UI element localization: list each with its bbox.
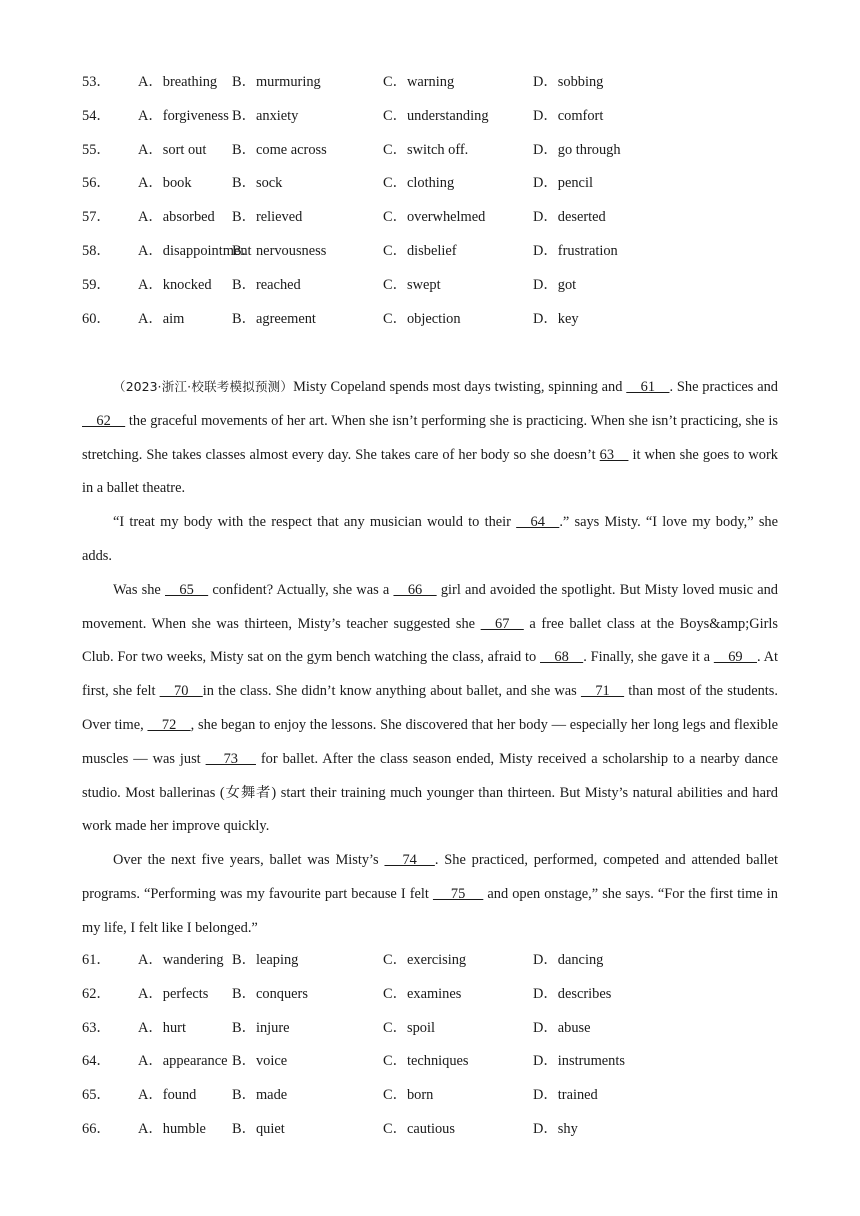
option-d: D．dancing [533,952,604,968]
text: for ballet. After the class season ended, Misty received a scholarship to a nearby dance studio. Most ballerinas (女舞者) start their training much younger than thirteen. But Misty’s natural abilities and hard work made her improve quickly. [82,750,778,835]
cloze-passage [82,370,778,946]
option-b: B．relieved [232,209,303,226]
option-b: B．reached [232,276,301,293]
option-d: D．shy [533,1120,578,1137]
question-row-58 [82,235,782,269]
option-a: A．humble [138,1120,206,1137]
blank-69: 69 [713,649,757,666]
question-number: 65． [82,1087,111,1104]
option-d: D．frustration [533,242,618,259]
paragraph-3 [82,574,778,844]
option-d: D．got [533,276,577,293]
blank-65: 65 [165,581,209,598]
text: . She practiced, performed, competed and attended ballet programs. “Performing was my favourite part because I felt [82,852,778,902]
blank-68: 68 [540,649,584,666]
option-a: A．hurt [138,1019,186,1036]
option-c: C．disbelief [383,242,457,259]
option-c: C．techniques [383,1053,469,1070]
question-row-61 [82,944,782,978]
question-row-54 [82,100,782,134]
text: Misty Copeland spends most days twisting, spinning and [293,379,627,395]
blank-72: 72 [147,716,191,733]
question-row-57 [82,201,782,235]
option-d: D．go through [533,141,621,158]
question-number: 64． [82,1053,111,1070]
option-d: D．key [533,310,579,327]
option-b: B．agreement [232,310,316,327]
option-d: D．abuse [533,1019,591,1036]
option-d: D．deserted [533,209,606,226]
text: and open onstage,” she says. “For the first time in my life, I felt like I belonged.” [82,885,778,936]
option-c: C．understanding [383,107,489,124]
question-number: 56． [82,175,111,192]
blank-66: 66 [393,581,437,598]
question-number: 58． [82,242,111,259]
question-number: 61． [82,952,111,968]
option-a: A．sort out [138,141,207,158]
text: . At first, she felt [82,649,779,700]
text: . Finally, she gave it a [583,649,714,666]
option-b: B．murmuring [232,74,321,90]
text: confident? Actually, she was a [208,581,394,598]
option-b: B．leaping [232,952,299,968]
option-b: B．sock [232,175,283,192]
question-row-53 [82,66,782,100]
blank-74: 74 [384,852,435,869]
blank-62: 62 [82,412,126,429]
text: in the class. She didn’t know anything about ballet, and she was [202,683,581,700]
text: than most of the students. Over time, [82,683,778,733]
option-a: A．found [138,1087,197,1104]
options-block-bottom [82,944,782,1147]
option-a: A．wandering [138,952,224,968]
question-row-59 [82,269,782,303]
option-a: A．book [138,175,192,192]
question-row-60 [82,303,782,337]
question-row-65 [82,1079,782,1113]
source-tag: （2023·浙江·校联考模拟预测） [113,379,294,394]
text: it when she goes to work in a ballet theatre. [82,446,778,497]
option-c: C．swept [383,276,441,293]
option-c: C．objection [383,310,461,327]
option-a: A．knocked [138,276,212,293]
option-d: D．pencil [533,175,593,192]
question-number: 59． [82,276,111,293]
text: the graceful movements of her art. When she isn’t performing she is practicing. When she isn’t practicing, she is stretching. She takes classes almost every day. She takes care of her body so she doesn’t [82,412,778,463]
text: .” says Misty. “I love my body,” she adds. [82,514,779,564]
option-d: D．trained [533,1087,598,1104]
option-b: B．made [232,1087,288,1104]
option-b: B．voice [232,1053,288,1070]
option-c: C．switch off. [383,141,469,158]
blank-67: 67 [480,615,524,632]
option-c: C．born [383,1087,434,1104]
option-c: C．overwhelmed [383,209,486,226]
option-c: C．cautious [383,1120,455,1137]
option-d: D．comfort [533,107,604,124]
question-number: 60． [82,310,111,327]
option-d: D．sobbing [533,74,604,90]
blank-63: 63 [599,446,629,463]
option-a: A．perfects [138,985,209,1002]
question-number: 62． [82,985,111,1002]
option-d: D．instruments [533,1053,625,1070]
text: Was she [113,581,165,598]
paragraph-1 [82,370,778,506]
option-c: C．spoil [383,1019,435,1036]
paragraph-2 [82,506,778,574]
options-block-top [82,66,782,336]
question-number: 66． [82,1120,111,1137]
option-b: B．injure [232,1019,290,1036]
option-c: C．clothing [383,175,455,192]
question-row-62 [82,978,782,1012]
option-c: C．examines [383,985,462,1002]
option-a: A．breathing [138,74,218,90]
question-row-63 [82,1012,782,1046]
question-number: 55． [82,141,111,158]
option-a: A．appearance [138,1053,228,1070]
option-d: D．describes [533,985,612,1002]
option-c: C．warning [383,74,455,90]
option-a: A．aim [138,310,185,327]
blank-71: 71 [580,683,625,700]
question-row-64 [82,1045,782,1079]
question-row-55 [82,134,782,168]
option-b: B．nervousness [232,242,327,259]
option-a: A．forgiveness [138,107,229,124]
text: Over the next five years, ballet was Misty’s [113,852,385,869]
blank-75: 75 [432,885,484,902]
question-row-56 [82,167,782,201]
paragraph-4 [82,844,778,945]
blank-73: 73 [205,750,256,767]
blank-64: 64 [516,514,560,531]
option-b: B．come across [232,141,327,158]
text: “I treat my body with the respect that any musician would to their [113,514,517,531]
option-b: B．anxiety [232,107,299,124]
text: a free ballet class at the Boys&amp;Girls Club. For two weeks, Misty sat on the gym bench watching the class, afraid to [82,615,779,666]
blank-70: 70 [159,683,203,700]
question-number: 53． [82,74,111,90]
option-b: B．quiet [232,1120,285,1137]
question-number: 63． [82,1019,111,1036]
option-a: A．disappointment [138,242,252,259]
option-b: B．conquers [232,985,308,1002]
text: , she began to enjoy the lessons. She discovered that her body — especially her long legs and flexible muscles — was just [82,716,778,767]
option-c: C．exercising [383,952,467,968]
question-number: 57． [82,209,111,226]
question-number: 54． [82,107,111,124]
text: . She practices and [669,379,779,395]
option-a: A．absorbed [138,209,215,226]
question-row-66 [82,1113,782,1147]
text: girl and avoided the spotlight. But Misty loved music and movement. When she was thirteen, Misty’s teacher suggested she [82,581,778,632]
blank-61: 61 [626,379,670,395]
